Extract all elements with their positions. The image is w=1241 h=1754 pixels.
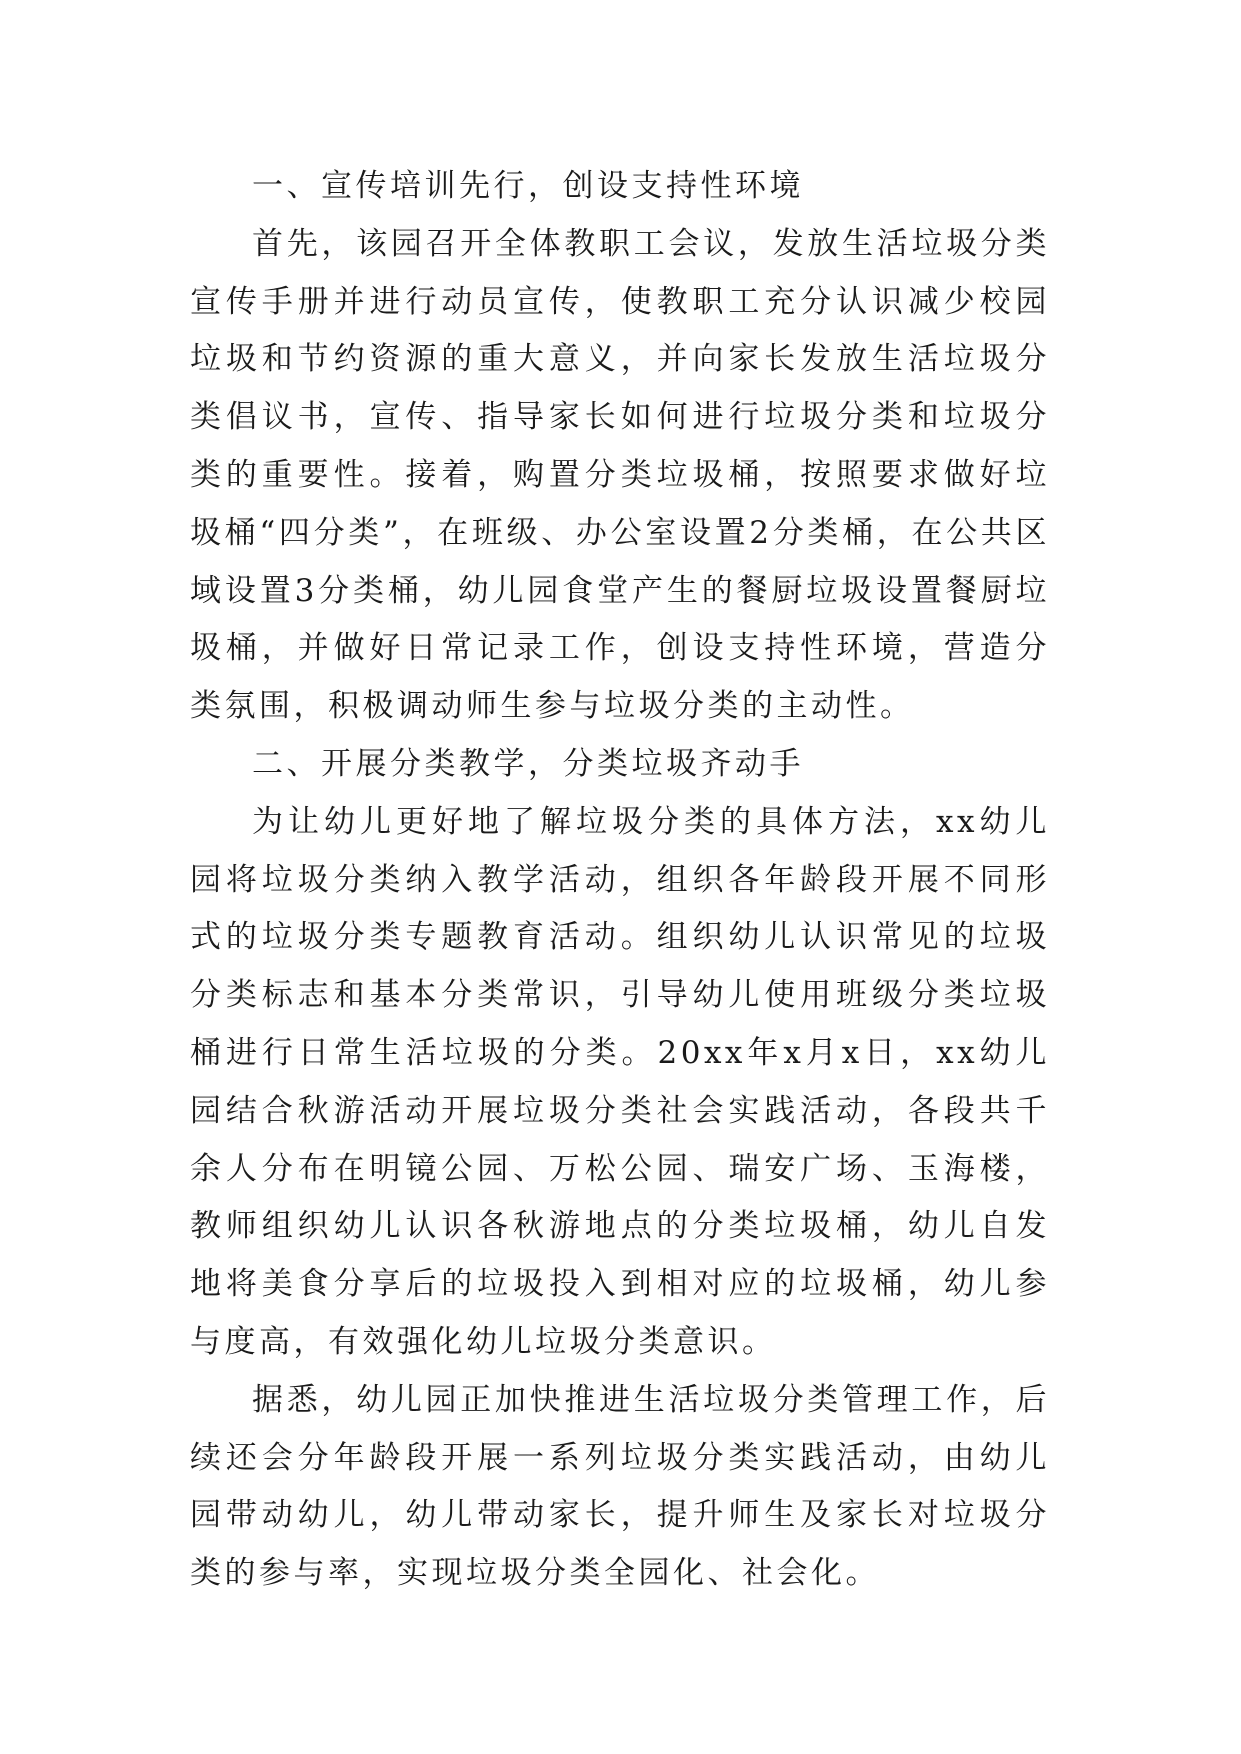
- closing-paragraph: 据悉，幼儿园正加快推进生活垃圾分类管理工作，后续还会分年龄段开展一系列垃圾分类实践活动，由幼儿园带动幼儿，幼儿带动家长，提升师生及家长对垃圾分类的参与率，实现垃圾分类全园化、社会化。: [190, 1381, 1050, 1592]
- section-2-heading: 二、开展分类教学，分类垃圾齐动手: [252, 745, 804, 782]
- section-2-paragraph: 为让幼儿更好地了解垃圾分类的具体方法，xx幼儿园将垃圾分类纳入教学活动，组织各年龄段开展不同形式的垃圾分类专题教育活动。组织幼儿认识常见的垃圾分类标志和基本分类常识，引导幼儿使用班级分类垃圾桶进行日常生活垃圾的分类。20xx年x月x日，xx幼儿园结合秋游活动开展垃圾分类社会实践活动，各段共千余人分布在明镜公园、万松公园、瑞安广场、玉海楼，教师组织幼儿认识各秋游地点的分类垃圾桶，幼儿自发地将美食分享后的垃圾投入到相对应的垃圾桶，幼儿参与度高，有效强化幼儿垃圾分类意识。: [190, 803, 1050, 1360]
- document-body: [190, 158, 1050, 1603]
- section-1-paragraph: 首先，该园召开全体教职工会议，发放生活垃圾分类宣传手册并进行动员宣传，使教职工充分认识减少校园垃圾和节约资源的重大意义，并向家长发放生活垃圾分类倡议书，宣传、指导家长如何进行垃圾分类和垃圾分类的重要性。接着，购置分类垃圾桶，按照要求做好垃圾桶“四分类”，在班级、办公室设置2分类桶，在公共区域设置3分类桶，幼儿园食堂产生的餐厨垃圾设置餐厨垃圾桶，并做好日常记录工作，创设支持性环境，营造分类氛围，积极调动师生参与垃圾分类的主动性。: [190, 225, 1050, 725]
- section-1-heading: 一、宣传培训先行，创设支持性环境: [252, 168, 804, 204]
